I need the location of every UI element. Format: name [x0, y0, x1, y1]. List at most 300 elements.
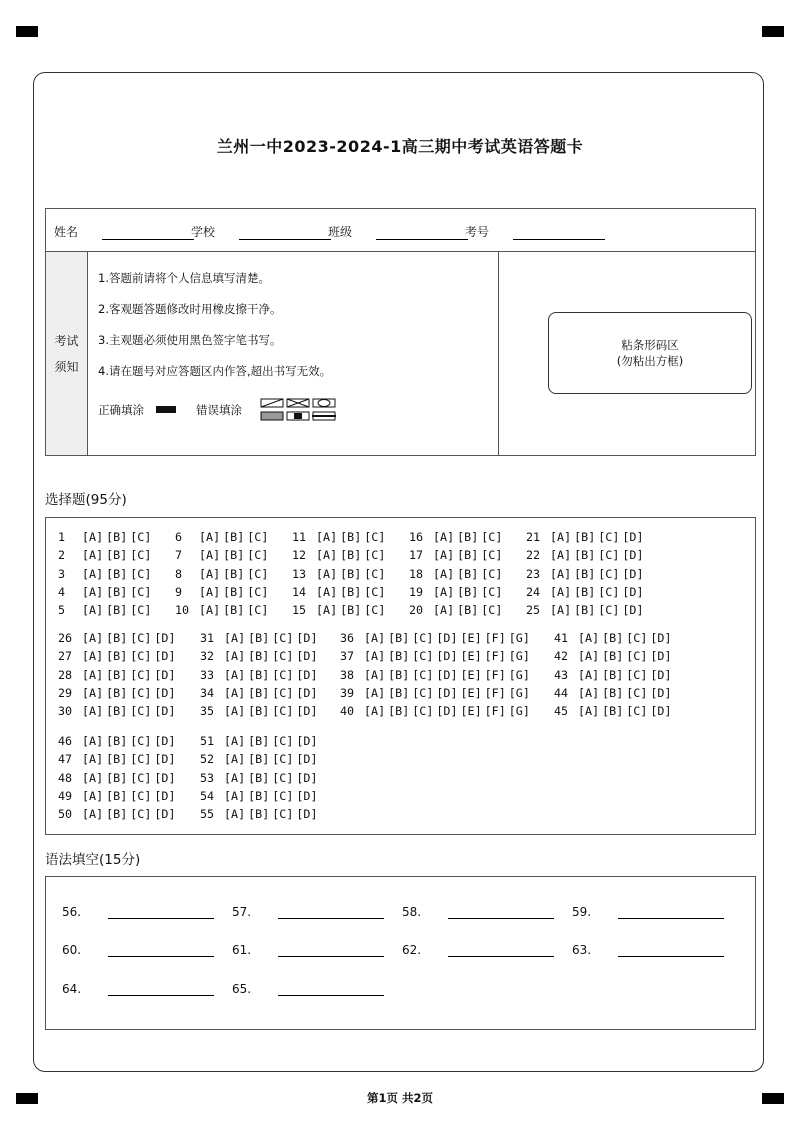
question-number: 48	[58, 770, 73, 785]
notice-label-line2: 须知	[54, 359, 79, 374]
grammar-blank[interactable]	[572, 905, 724, 919]
answer-bubble[interactable]: [B]	[248, 667, 270, 682]
answer-bubble[interactable]: [B]	[457, 548, 479, 563]
blank-input-line[interactable]	[108, 983, 214, 996]
question-number: 49	[58, 788, 73, 803]
grammar-blank[interactable]	[62, 905, 214, 919]
answer-bubble[interactable]: [A]	[82, 530, 104, 544]
answer-bubble[interactable]: [D]	[650, 667, 672, 682]
answer-bubble[interactable]: [C]	[272, 770, 294, 785]
choice-question	[200, 668, 321, 682]
answer-bubble[interactable]: [F]	[484, 667, 506, 682]
answer-bubble[interactable]: [B]	[248, 807, 270, 822]
answer-bubble[interactable]: [B]	[223, 584, 245, 599]
notice-rule: 4.请在题号对应答题区内作答,超出书写无效。	[98, 364, 332, 378]
answer-bubble[interactable]: [B]	[388, 649, 410, 664]
answer-bubble[interactable]: [D]	[650, 685, 672, 700]
question-number: 25	[526, 603, 541, 618]
blank-input-line[interactable]	[618, 906, 724, 919]
answer-bubble[interactable]: [D]	[296, 788, 318, 803]
answer-bubble[interactable]: [D]	[650, 704, 672, 719]
answer-bubble[interactable]: [B]	[340, 530, 362, 544]
blank-number: 60.	[62, 943, 82, 957]
answer-bubble[interactable]: [D]	[436, 704, 458, 719]
answer-bubble[interactable]: [A]	[82, 667, 104, 682]
answer-bubble[interactable]: [B]	[574, 530, 596, 544]
answer-bubble[interactable]: [A]	[316, 530, 338, 544]
answer-bubble[interactable]: [B]	[457, 603, 479, 618]
grammar-blank[interactable]	[402, 905, 554, 919]
answer-bubble[interactable]: [C]	[364, 548, 386, 563]
answer-bubble[interactable]: [C]	[247, 530, 269, 544]
answer-bubble[interactable]: [C]	[272, 685, 294, 700]
question-number: 41	[554, 631, 569, 645]
name-field[interactable]	[54, 223, 194, 240]
answer-bubble[interactable]: [A]	[578, 685, 600, 700]
answer-bubble[interactable]: [C]	[130, 788, 152, 803]
answer-bubble[interactable]: [C]	[247, 566, 269, 581]
blank-input-line[interactable]	[278, 906, 384, 919]
choice-question	[58, 752, 179, 766]
choice-question	[200, 704, 321, 718]
answer-bubble[interactable]: [E]	[460, 704, 482, 719]
answer-bubble[interactable]: [C]	[247, 584, 269, 599]
answer-bubble[interactable]: [C]	[481, 566, 503, 581]
answer-bubble[interactable]: [D]	[296, 734, 318, 748]
choice-question	[200, 771, 321, 785]
answer-bubble[interactable]: [A]	[82, 752, 104, 767]
answer-bubble[interactable]: [B]	[388, 704, 410, 719]
choice-question	[200, 649, 321, 663]
notice-rule: 1.答题前请将个人信息填写清楚。	[98, 271, 270, 285]
answer-bubble[interactable]: [B]	[602, 704, 624, 719]
answer-bubble[interactable]: [F]	[484, 649, 506, 664]
answer-bubble[interactable]: [D]	[154, 752, 176, 767]
answer-bubble[interactable]: [B]	[574, 548, 596, 563]
question-number: 21	[526, 530, 541, 544]
notice-rule: 2.客观题答题修改时用橡皮擦干净。	[98, 302, 282, 316]
answer-bubble[interactable]: [B]	[106, 667, 128, 682]
choice-question	[292, 585, 388, 599]
question-number: 32	[200, 649, 215, 664]
blank-input-line[interactable]	[108, 906, 214, 919]
answer-bubble[interactable]: [A]	[82, 548, 104, 563]
answer-bubble[interactable]: [D]	[154, 770, 176, 785]
answer-bubble[interactable]: [C]	[364, 584, 386, 599]
answer-bubble[interactable]: [A]	[199, 584, 221, 599]
answer-bubble[interactable]: [B]	[106, 788, 128, 803]
answer-bubble[interactable]: [E]	[460, 649, 482, 664]
answer-bubble[interactable]: [B]	[248, 788, 270, 803]
question-number: 2	[58, 548, 66, 563]
choice-question	[58, 603, 154, 617]
question-number: 29	[58, 685, 73, 700]
answer-bubble[interactable]: [A]	[199, 548, 221, 563]
answer-bubble[interactable]: [C]	[481, 584, 503, 599]
answer-bubble[interactable]: [D]	[296, 667, 318, 682]
answer-bubble[interactable]: [C]	[272, 667, 294, 682]
answer-bubble[interactable]: [F]	[484, 631, 506, 645]
answer-bubble[interactable]: [C]	[272, 631, 294, 645]
answer-bubble[interactable]: [A]	[82, 704, 104, 719]
answer-bubble[interactable]: [D]	[154, 788, 176, 803]
answer-bubble[interactable]: [A]	[433, 603, 455, 618]
answer-bubble[interactable]: [A]	[364, 685, 386, 700]
class-field[interactable]	[328, 223, 468, 240]
answer-bubble[interactable]: [D]	[622, 548, 644, 563]
grammar-blank[interactable]	[62, 943, 214, 957]
answer-bubble[interactable]: [G]	[508, 685, 530, 700]
answer-bubble[interactable]: [D]	[622, 584, 644, 599]
question-number: 24	[526, 584, 541, 599]
answer-bubble[interactable]: [A]	[578, 631, 600, 645]
grammar-blank[interactable]	[232, 982, 384, 996]
answer-bubble[interactable]: [B]	[106, 704, 128, 719]
answer-bubble[interactable]: [A]	[224, 807, 246, 822]
answer-bubble[interactable]: [C]	[481, 530, 503, 544]
answer-bubble[interactable]: [C]	[272, 788, 294, 803]
answer-bubble[interactable]: [C]	[626, 685, 648, 700]
question-number: 18	[409, 566, 424, 581]
answer-bubble[interactable]: [A]	[82, 734, 104, 748]
answer-bubble[interactable]: [D]	[622, 603, 644, 618]
answer-bubble[interactable]: [A]	[199, 566, 221, 581]
answer-bubble[interactable]: [C]	[272, 807, 294, 822]
answer-bubble[interactable]: [A]	[82, 631, 104, 645]
answer-bubble[interactable]: [A]	[82, 807, 104, 822]
answer-bubble[interactable]: [C]	[130, 530, 152, 544]
answer-bubble[interactable]: [A]	[224, 631, 246, 645]
answer-bubble[interactable]: [A]	[433, 548, 455, 563]
answer-bubble[interactable]: [A]	[82, 566, 104, 581]
choice-question	[58, 585, 154, 599]
answer-bubble[interactable]: [B]	[248, 704, 270, 719]
answer-bubble[interactable]: [C]	[272, 649, 294, 664]
answer-bubble[interactable]: [A]	[224, 770, 246, 785]
blank-input-line[interactable]	[618, 944, 724, 957]
registration-mark	[16, 26, 38, 37]
answer-bubble[interactable]: [C]	[364, 530, 386, 544]
answer-bubble[interactable]: [C]	[412, 667, 434, 682]
answer-bubble[interactable]: [A]	[224, 685, 246, 700]
grammar-section-title: 语法填空(15分)	[45, 852, 141, 868]
answer-bubble[interactable]: [B]	[388, 685, 410, 700]
answer-bubble[interactable]: [B]	[602, 685, 624, 700]
blank-input-line[interactable]	[278, 944, 384, 957]
answer-bubble[interactable]: [A]	[550, 566, 572, 581]
answer-bubble[interactable]: [B]	[106, 584, 128, 599]
answer-bubble[interactable]: [A]	[199, 530, 221, 544]
answer-bubble[interactable]: [C]	[130, 685, 152, 700]
name-input-line[interactable]	[102, 225, 194, 240]
answer-bubble[interactable]: [D]	[154, 704, 176, 719]
answer-bubble[interactable]: [C]	[272, 752, 294, 767]
answer-bubble[interactable]: [A]	[316, 548, 338, 563]
answer-bubble[interactable]: [A]	[578, 649, 600, 664]
answer-bubble[interactable]: [A]	[550, 548, 572, 563]
answer-bubble[interactable]: [C]	[130, 752, 152, 767]
blank-input-line[interactable]	[448, 906, 554, 919]
answer-bubble[interactable]: [D]	[154, 734, 176, 748]
answer-bubble[interactable]: [A]	[550, 584, 572, 599]
answer-bubble[interactable]: [C]	[272, 704, 294, 719]
choice-question	[58, 567, 154, 581]
answer-bubble[interactable]: [A]	[224, 649, 246, 664]
answer-bubble[interactable]: [B]	[602, 631, 624, 645]
answer-bubble[interactable]: [B]	[457, 566, 479, 581]
answer-bubble[interactable]: [G]	[508, 704, 530, 719]
answer-bubble[interactable]: [B]	[248, 649, 270, 664]
class-label: 班级	[328, 225, 353, 239]
question-number: 22	[526, 548, 541, 563]
answer-bubble[interactable]: [A]	[433, 530, 455, 544]
answer-bubble[interactable]: [C]	[412, 704, 434, 719]
blank-input-line[interactable]	[448, 944, 554, 957]
grammar-blank[interactable]	[62, 982, 214, 996]
answer-bubble[interactable]: [B]	[223, 566, 245, 581]
answer-bubble[interactable]: [B]	[106, 566, 128, 581]
choice-question	[175, 567, 271, 581]
answer-bubble[interactable]: [A]	[316, 584, 338, 599]
answer-bubble[interactable]: [C]	[130, 734, 152, 748]
registration-mark	[762, 26, 784, 37]
answer-bubble[interactable]: [C]	[130, 704, 152, 719]
answer-bubble[interactable]: [A]	[224, 734, 246, 748]
answer-bubble[interactable]: [B]	[340, 548, 362, 563]
answer-bubble[interactable]: [B]	[223, 603, 245, 618]
answer-bubble[interactable]: [D]	[436, 685, 458, 700]
answer-bubble[interactable]: [C]	[626, 649, 648, 664]
answer-bubble[interactable]: [A]	[82, 584, 104, 599]
answer-bubble[interactable]: [B]	[388, 667, 410, 682]
question-number: 17	[409, 548, 424, 563]
answer-bubble[interactable]: [C]	[626, 631, 648, 645]
choice-answer-area	[45, 517, 756, 835]
answer-bubble[interactable]: [C]	[412, 649, 434, 664]
answer-bubble[interactable]: [D]	[622, 566, 644, 581]
answer-bubble[interactable]: [B]	[106, 734, 128, 748]
grammar-blank[interactable]	[572, 943, 724, 957]
answer-bubble[interactable]: [D]	[154, 807, 176, 822]
answer-bubble[interactable]: [G]	[508, 631, 530, 645]
answer-bubble[interactable]: [B]	[106, 530, 128, 544]
choice-question	[554, 704, 675, 718]
answer-bubble[interactable]: [D]	[154, 667, 176, 682]
answer-bubble[interactable]: [D]	[436, 631, 458, 645]
grammar-blank[interactable]	[232, 905, 384, 919]
blank-input-line[interactable]	[108, 944, 214, 957]
answer-bubble[interactable]: [D]	[650, 631, 672, 645]
answer-bubble[interactable]: [A]	[578, 704, 600, 719]
choice-question	[292, 567, 388, 581]
answer-bubble[interactable]: [A]	[199, 603, 221, 618]
answer-bubble[interactable]: [C]	[130, 649, 152, 664]
choice-question	[58, 771, 179, 785]
answer-bubble[interactable]: [C]	[272, 734, 294, 748]
answer-bubble[interactable]: [C]	[598, 584, 620, 599]
answer-bubble[interactable]: [B]	[106, 631, 128, 645]
answer-bubble[interactable]: [B]	[106, 603, 128, 618]
answer-bubble[interactable]: [B]	[106, 649, 128, 664]
answer-bubble[interactable]: [B]	[248, 685, 270, 700]
question-number: 6	[175, 530, 183, 544]
answer-bubble[interactable]: [D]	[154, 685, 176, 700]
answer-bubble[interactable]: [C]	[598, 603, 620, 618]
answer-bubble[interactable]: [B]	[602, 667, 624, 682]
answer-bubble[interactable]: [C]	[481, 548, 503, 563]
answer-bubble[interactable]: [C]	[626, 667, 648, 682]
answer-bubble[interactable]: [E]	[460, 685, 482, 700]
answer-bubble[interactable]: [B]	[574, 584, 596, 599]
choice-question	[409, 548, 505, 562]
answer-bubble[interactable]: [A]	[550, 530, 572, 544]
answer-bubble[interactable]: [G]	[508, 649, 530, 664]
answer-bubble[interactable]: [B]	[106, 752, 128, 767]
answer-bubble[interactable]: [A]	[224, 752, 246, 767]
answer-bubble[interactable]: [A]	[224, 788, 246, 803]
answer-bubble[interactable]: [A]	[550, 603, 572, 618]
answer-bubble[interactable]: [C]	[412, 631, 434, 645]
answer-bubble[interactable]: [A]	[316, 566, 338, 581]
answer-bubble[interactable]: [B]	[106, 685, 128, 700]
answer-bubble[interactable]: [B]	[106, 807, 128, 822]
answer-bubble[interactable]: [D]	[622, 530, 644, 544]
question-number: 16	[409, 530, 424, 544]
grammar-blank[interactable]	[232, 943, 384, 957]
answer-bubble[interactable]: [A]	[433, 566, 455, 581]
exam-number-label: 考号	[465, 225, 490, 239]
exam-number-input-line[interactable]	[513, 225, 605, 240]
answer-bubble[interactable]: [C]	[247, 603, 269, 618]
choice-question	[340, 668, 533, 682]
answer-bubble[interactable]: [D]	[650, 649, 672, 664]
answer-bubble[interactable]: [D]	[296, 770, 318, 785]
answer-bubble[interactable]: [A]	[82, 649, 104, 664]
answer-bubble[interactable]: [C]	[130, 667, 152, 682]
answer-bubble[interactable]: [C]	[130, 603, 152, 618]
answer-bubble[interactable]: [B]	[340, 566, 362, 581]
answer-bubble[interactable]: [C]	[598, 548, 620, 563]
answer-bubble[interactable]: [A]	[364, 704, 386, 719]
answer-bubble[interactable]: [C]	[626, 704, 648, 719]
answer-bubble[interactable]: [C]	[598, 530, 620, 544]
answer-bubble[interactable]: [D]	[296, 685, 318, 700]
answer-bubble[interactable]: [F]	[484, 685, 506, 700]
answer-bubble[interactable]: [B]	[574, 566, 596, 581]
answer-bubble[interactable]: [A]	[578, 667, 600, 682]
choice-question	[58, 530, 154, 544]
answer-bubble[interactable]: [D]	[296, 704, 318, 719]
answer-bubble[interactable]: [C]	[130, 770, 152, 785]
blank-input-line[interactable]	[278, 983, 384, 996]
answer-bubble[interactable]: [B]	[457, 530, 479, 544]
answer-bubble[interactable]: [E]	[460, 631, 482, 645]
answer-bubble[interactable]: [C]	[130, 548, 152, 563]
answer-bubble[interactable]: [E]	[460, 667, 482, 682]
answer-bubble[interactable]: [D]	[154, 649, 176, 664]
answer-bubble[interactable]: [G]	[508, 667, 530, 682]
answer-bubble[interactable]: [C]	[130, 566, 152, 581]
answer-bubble[interactable]: [B]	[574, 603, 596, 618]
answer-bubble[interactable]: [C]	[481, 603, 503, 618]
answer-bubble[interactable]: [A]	[364, 667, 386, 682]
class-input-line[interactable]	[376, 225, 468, 240]
answer-bubble[interactable]: [C]	[364, 603, 386, 618]
answer-bubble[interactable]: [D]	[296, 631, 318, 645]
answer-bubble[interactable]: [D]	[436, 649, 458, 664]
answer-bubble[interactable]: [B]	[223, 548, 245, 563]
answer-bubble[interactable]: [F]	[484, 704, 506, 719]
grammar-blank[interactable]	[402, 943, 554, 957]
answer-bubble[interactable]: [C]	[412, 685, 434, 700]
school-label: 学校	[191, 225, 216, 239]
question-number: 37	[340, 649, 355, 664]
answer-bubble[interactable]: [B]	[602, 649, 624, 664]
answer-bubble[interactable]: [C]	[130, 631, 152, 645]
answer-bubble[interactable]: [D]	[436, 667, 458, 682]
question-number: 1	[58, 530, 66, 544]
answer-bubble[interactable]: [B]	[223, 530, 245, 544]
answer-bubble[interactable]: [B]	[248, 752, 270, 767]
correct-fill-sample	[156, 406, 176, 413]
answer-bubble[interactable]: [A]	[224, 667, 246, 682]
school-field[interactable]	[191, 223, 331, 240]
blank-number: 61.	[232, 943, 252, 957]
answer-bubble[interactable]: [B]	[106, 548, 128, 563]
answer-bubble[interactable]: [A]	[82, 603, 104, 618]
answer-bubble[interactable]: [C]	[130, 807, 152, 822]
answer-bubble[interactable]: [B]	[457, 584, 479, 599]
answer-bubble[interactable]: [D]	[296, 752, 318, 767]
answer-bubble[interactable]: [D]	[296, 807, 318, 822]
answer-bubble[interactable]: [B]	[340, 584, 362, 599]
question-number: 5	[58, 603, 66, 618]
question-number: 51	[200, 734, 215, 748]
answer-bubble[interactable]: [A]	[82, 770, 104, 785]
question-number: 8	[175, 566, 183, 581]
answer-bubble[interactable]: [D]	[296, 649, 318, 664]
answer-bubble[interactable]: [C]	[247, 548, 269, 563]
answer-bubble[interactable]: [A]	[433, 584, 455, 599]
answer-bubble[interactable]: [C]	[130, 584, 152, 599]
answer-bubble[interactable]: [A]	[224, 704, 246, 719]
choice-question	[58, 686, 179, 700]
partial-fill-mark-icon	[286, 411, 310, 421]
answer-bubble[interactable]: [D]	[154, 631, 176, 645]
answer-bubble[interactable]: [C]	[364, 566, 386, 581]
answer-bubble[interactable]: [B]	[388, 631, 410, 645]
choice-question	[292, 548, 388, 562]
answer-bubble[interactable]: [A]	[82, 788, 104, 803]
answer-bubble[interactable]: [B]	[248, 631, 270, 645]
answer-bubble[interactable]: [A]	[364, 631, 386, 645]
question-number: 33	[200, 667, 215, 682]
answer-bubble[interactable]: [B]	[248, 770, 270, 785]
choice-question	[526, 567, 647, 581]
answer-bubble[interactable]: [B]	[248, 734, 270, 748]
answer-bubble[interactable]: [A]	[82, 685, 104, 700]
question-number: 47	[58, 752, 73, 767]
answer-bubble[interactable]: [B]	[340, 603, 362, 618]
answer-bubble[interactable]: [C]	[598, 566, 620, 581]
answer-bubble[interactable]: [A]	[316, 603, 338, 618]
question-number: 11	[292, 530, 307, 544]
answer-bubble[interactable]: [B]	[106, 770, 128, 785]
answer-bubble[interactable]: [A]	[364, 649, 386, 664]
school-input-line[interactable]	[239, 225, 331, 240]
exam-number-field[interactable]	[465, 223, 605, 240]
question-number: 15	[292, 603, 307, 618]
